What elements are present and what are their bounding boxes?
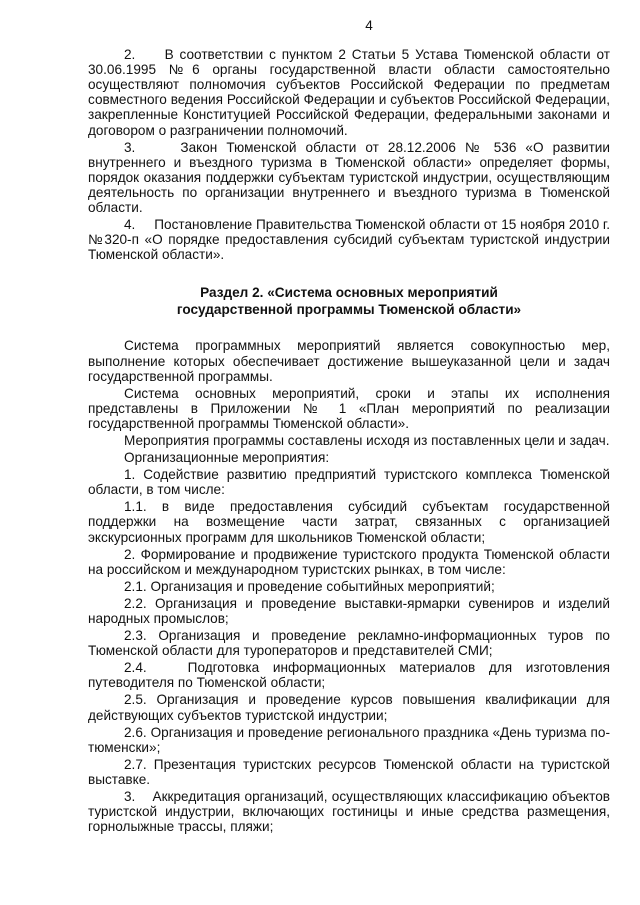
page-number: 4 <box>365 18 373 33</box>
section-heading <box>88 284 610 318</box>
list-item: 2.3. Организация и проведение рекламно-информационных туров по Тюменской области для туроператоров и представителей СМИ; <box>88 628 610 659</box>
list-item: 2.7. Презентация туристских ресурсов Тюменской области на туристской выставке. <box>88 756 610 787</box>
list-item: 3. Аккредитация организаций, осуществляющих классификацию объектов туристской индустрии, включающих гостиницы и иные средства размещения, горнолыжные трассы, пляжи; <box>88 789 610 835</box>
body-paragraph: Система программных мероприятий является совокупностью мер, выполнение которых обеспечивает достижение вышеуказанной цели и задач государственной программы. <box>88 338 610 384</box>
list-item: 1. Содействие развитию предприятий туристского комплекса Тюменской области, в том числе: <box>88 467 610 498</box>
list-item: 2.2. Организация и проведение выставки-ярмарки сувениров и изделий народных промыслов; <box>88 595 610 626</box>
list-item: 2.6. Организация и проведение регионального праздника «День туризма по-тюменски»; <box>88 724 610 755</box>
paragraph-item-4: 4. Постановление Правительства Тюменской области от 15 ноября 2010 г. №320-п «О порядке предоставления субсидий субъектам туристской индустрии Тюменской области». <box>88 217 610 263</box>
body-paragraph: Мероприятия программы составлены исходя из поставленных цели и задач. <box>124 432 610 448</box>
section-heading-line2: государственной программы Тюменской области» <box>176 302 522 318</box>
list-item: 2. Формирование и продвижение туристского продукта Тюменской области на российском и международном туристских рынках, в том числе: <box>88 546 610 577</box>
list-item: 1.1. в виде предоставления субсидий субъектам государственной поддержки на возмещение части затрат, связанных с организацией экскурсионных программ для школьников Тюменской области; <box>88 499 610 545</box>
body-paragraph: Организационные мероприятия: <box>124 450 330 466</box>
body-paragraph: Система основных мероприятий, сроки и этапы их исполнения представлены в Приложении № 1 «План мероприятий по реализации государственной программы Тюменской области». <box>88 385 610 431</box>
section-heading-line1: Раздел 2. «Система основных мероприятий <box>200 285 498 301</box>
list-item: 2.5. Организация и проведение курсов повышения квалификации для действующих субъектов туристской индустрии; <box>88 692 610 723</box>
paragraph-item-3: 3. Закон Тюменской области от 28.12.2006 № 536 «О развитии внутреннего и въездного туризма в Тюменской области» определяет формы, порядок оказания поддержки субъектам туристской индустрии, осуществляющим деятельность по организации внутреннего и въездного туризма в Тюменской области. <box>88 139 610 216</box>
paragraph-item-2: 2. В соответствии с пунктом 2 Статьи 5 Устава Тюменской области от 30.06.1995 №6 органы государственной власти области самостоятельно осуществляют полномочия субъектов Российской Федерации по предметам совместного ведения Российской Федерации и субъектов Российской Федерации, закрепленные Конституцией Российской Федерации, федеральными законами и договором о разграничении полномочий. <box>88 47 610 138</box>
list-item: 2.4. Подготовка информационных материалов для изготовления путеводителя по Тюменской области; <box>88 660 610 691</box>
list-item: 2.1. Организация и проведение событийных мероприятий; <box>124 578 495 594</box>
